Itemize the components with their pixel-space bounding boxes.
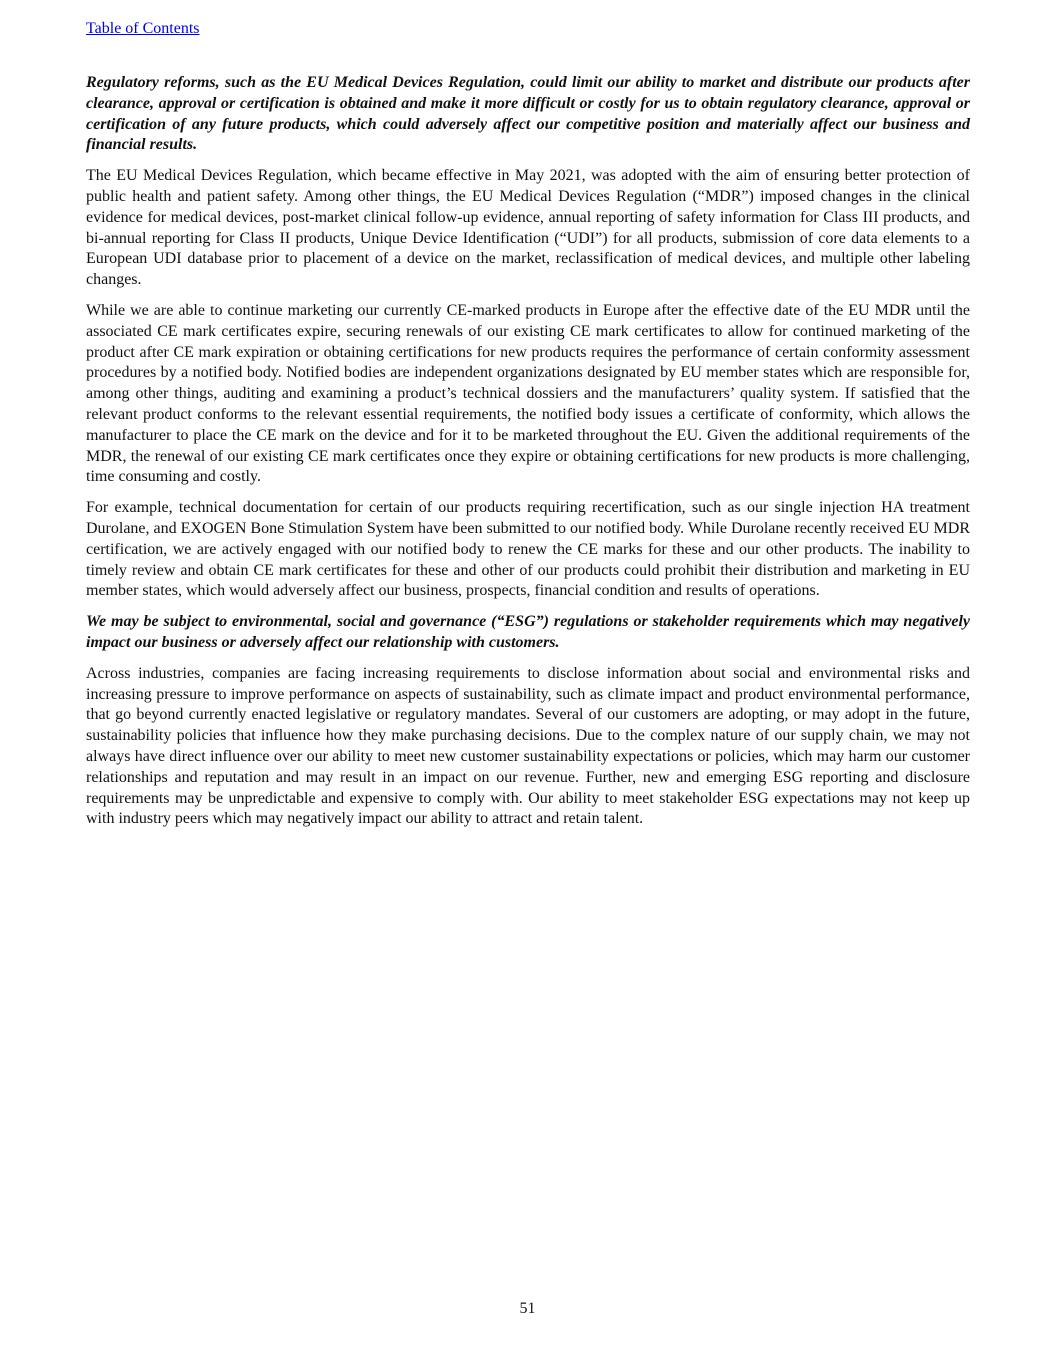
document-body (86, 73, 970, 840)
section-heading-regulatory-reforms: Regulatory reforms, such as the EU Medical Devices Regulation, could limit our ability to market and distribute our products after clearance, approval or certification is obtained and make it more difficult or costly for us to obtain regulatory clearance, approval or certification of any future products, which could adversely affect our competitive position and materially affect our business and financial results. (86, 74, 970, 154)
paragraph-ce-mark-renewal: While we are able to continue marketing our currently CE-marked products in Europe after the effective date of the EU MDR until the associated CE mark certificates expire, securing renewals of our existing CE mark certificates to allow for continued marketing of the product after CE mark expiration or obtaining certifications for new products requires the performance of certain conformity assessment procedures by a notified body. Notified bodies are independent organizations designated by EU member states which are responsible for, among other things, auditing and examining a product’s technical dossiers and the manufacturers’ quality system. If satisfied that the relevant product conforms to the relevant essential requirements, the notified body issues a certificate of conformity, which allows the manufacturer to place the CE mark on the device and for it to be marketed throughout the EU. Given the additional requirements of the MDR, the renewal of our existing CE mark certificates once they expire or obtaining certifications for new products is more challenging, time consuming and costly. (86, 301, 970, 486)
page-number: 51 (519, 1300, 536, 1317)
paragraph-mdr-overview: The EU Medical Devices Regulation, which became effective in May 2021, was adopted with the aim of ensuring better protection of public health and patient safety. Among other things, the EU Medical Devices Regulation (“MDR”) imposed changes in the clinical evidence for medical devices, post-market clinical follow-up evidence, annual reporting of safety information for Class III products, and bi-annual reporting for Class II products, Unique Device Identification (“UDI”) for all products, submission of core data elements to a European UDI database prior to placement of a device on the market, reclassification of medical devices, and multiple other labeling changes. (86, 167, 970, 289)
section-heading-esg: We may be subject to environmental, social and governance (“ESG”) regulations or stakeholder requirements which may negatively impact our business or adversely affect our relationship with customers. (86, 613, 970, 651)
paragraph-recertification-example: For example, technical documentation for certain of our products requiring recertification, such as our single injection HA treatment Durolane, and EXOGEN Bone Stimulation System have been submitted to our notified body. While Durolane recently received EU MDR certification, we are actively engaged with our notified body to renew the CE marks for these and our other products. The inability to timely review and obtain CE mark certificates for these and other of our products could prohibit their distribution and marketing in EU member states, which would adversely affect our business, prospects, financial condition and results of operations. (86, 499, 970, 600)
table-of-contents-link[interactable]: Table of Contents (86, 20, 200, 37)
paragraph-esg-requirements: Across industries, companies are facing increasing requirements to disclose information about social and environmental risks and increasing pressure to improve performance on aspects of sustainability, such as climate impact and product environmental performance, that go beyond currently enacted legislative or regulatory mandates. Several of our customers are adopting, or may adopt in the future, sustainability policies that influence how they make purchasing decisions. Due to the complex nature of our supply chain, we may not always have direct influence over our ability to meet new customer sustainability expectations or policies, which may harm our customer relationships and reputation and may result in an impact on our revenue. Further, new and emerging ESG reporting and disclosure requirements may be unpredictable and expensive to comply with. Our ability to meet stakeholder ESG expectations may not keep up with industry peers which may negatively impact our ability to attract and retain talent. (86, 664, 970, 828)
